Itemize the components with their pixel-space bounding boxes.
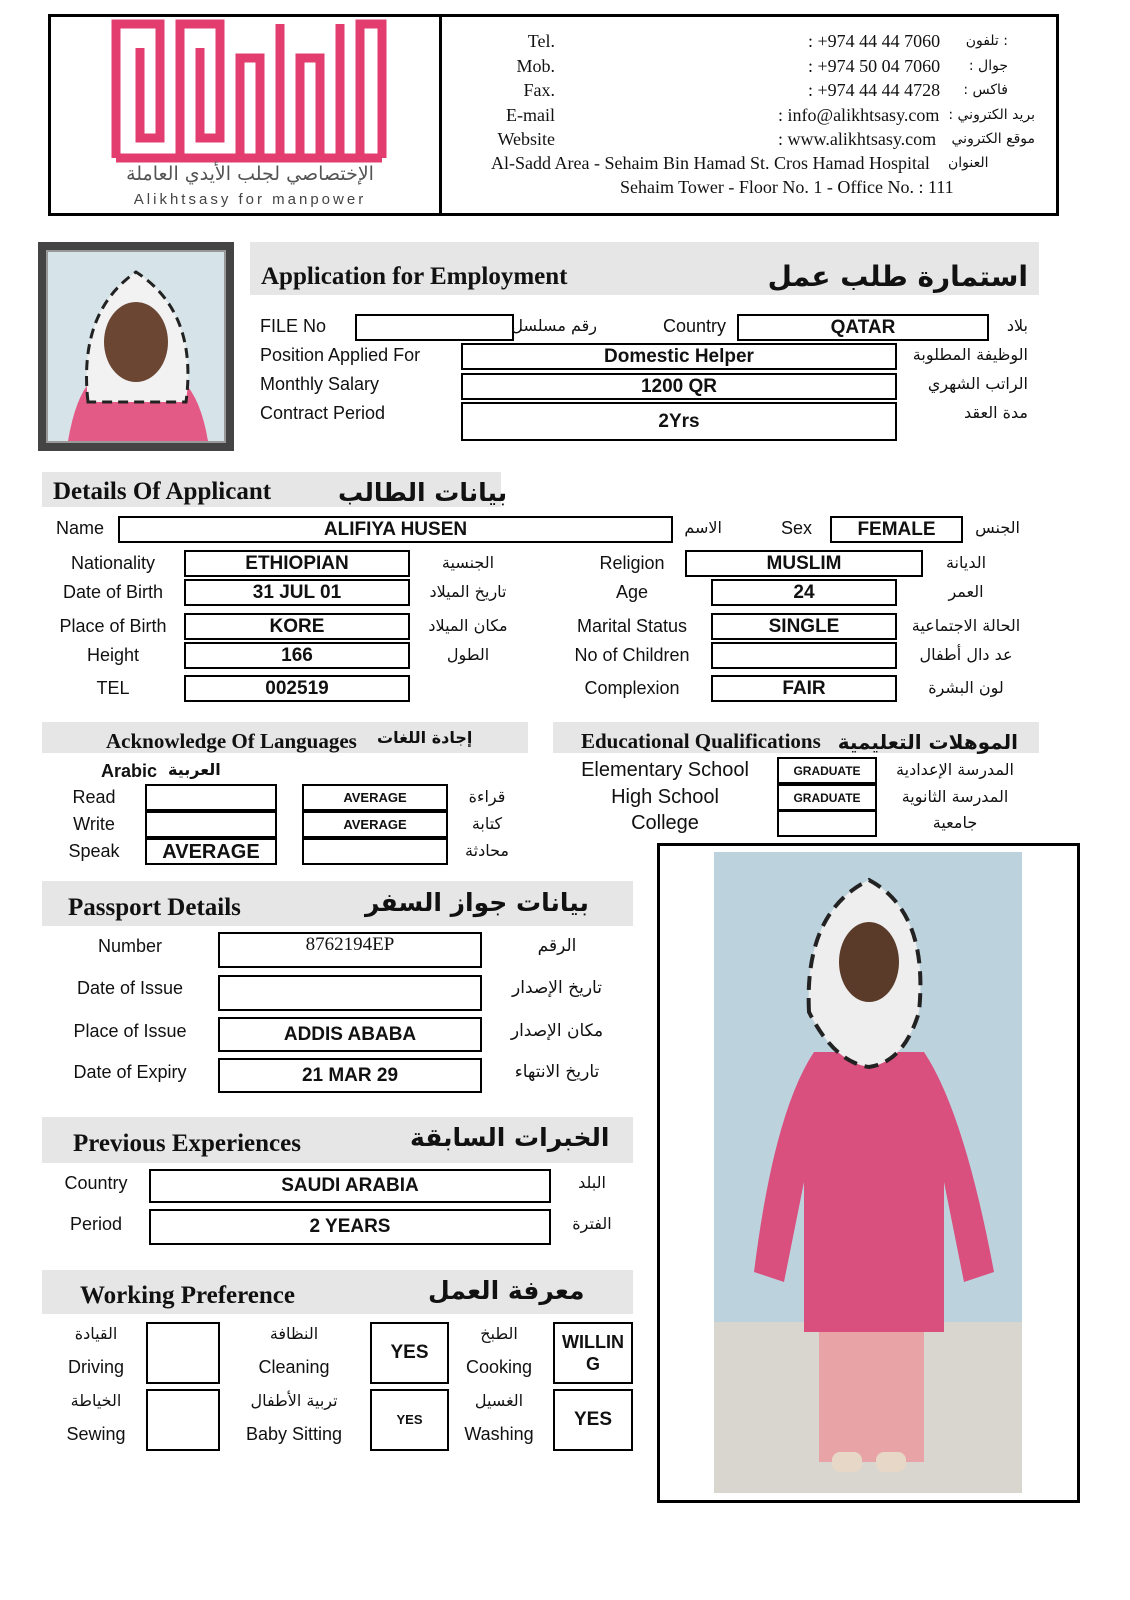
contact-label: Website xyxy=(497,129,555,149)
file-no-label-ar: رقم مسلسل xyxy=(511,316,597,335)
language-skill-label-ar: قراءة xyxy=(468,787,506,806)
contact-label: Mob. xyxy=(516,56,555,76)
language-skill-field-1[interactable] xyxy=(145,811,277,838)
contact-label: Fax. xyxy=(523,80,555,100)
passport-label-ar: تاريخ الانتهاء xyxy=(514,1062,600,1082)
preference-label-ar: النظافة xyxy=(269,1324,319,1343)
preference-label: Cleaning xyxy=(258,1357,330,1377)
height-label-ar: الطول xyxy=(446,645,490,664)
height-label: Height xyxy=(86,645,140,665)
language-skill-field-1[interactable]: AVERAGE xyxy=(145,838,277,865)
complexion-field[interactable]: FAIR xyxy=(711,675,897,702)
marital-label: Marital Status xyxy=(576,616,688,636)
contact-label: Tel. xyxy=(527,31,555,51)
dob-field[interactable]: 31 JUL 01 xyxy=(184,579,410,606)
sex-label: Sex xyxy=(781,518,813,538)
children-label-ar: عد دال أطفال xyxy=(919,645,1013,664)
experience-section-title: Previous Experiences xyxy=(73,1130,301,1157)
salary-label-ar: الراتب الشهري xyxy=(927,374,1028,393)
language-skill-field-1[interactable] xyxy=(145,784,277,811)
education-field[interactable]: GRADUATE xyxy=(777,784,877,811)
experience-section-title-ar: الخبرات السابقة xyxy=(410,1123,610,1152)
country-field[interactable]: QATAR xyxy=(737,314,989,341)
language-skill-label-ar: محادثة xyxy=(465,841,509,860)
religion-label: Religion xyxy=(599,553,665,573)
preference-label-ar: الطبخ xyxy=(480,1324,518,1343)
contract-field[interactable]: 2Yrs xyxy=(461,402,897,441)
country-label: Country xyxy=(663,316,727,336)
experience-country-field[interactable]: SAUDI ARABIA xyxy=(149,1169,551,1203)
language-name: Arabic xyxy=(101,761,158,781)
language-skill-label: Write xyxy=(73,814,115,834)
preference-field[interactable]: YES xyxy=(370,1389,449,1451)
contact-value: : +974 50 04 7060 xyxy=(808,56,941,76)
address-label-ar: العنوان xyxy=(948,155,989,171)
country-label-ar: بلاد xyxy=(1006,316,1028,335)
applicant-full-photo xyxy=(714,852,1022,1493)
language-skill-field-2[interactable]: AVERAGE xyxy=(302,784,448,811)
application-title-ar: استمارة طلب عمل xyxy=(767,260,1028,293)
complexion-label-ar: لون البشرة xyxy=(928,678,1004,697)
passport-field[interactable]: ADDIS ABABA xyxy=(218,1017,482,1052)
tel-field[interactable]: 002519 xyxy=(184,675,410,702)
contact-label-ar: تلفون : xyxy=(965,33,1008,49)
education-field[interactable]: GRADUATE xyxy=(777,757,877,784)
contact-label-ar: : جوال xyxy=(968,58,1008,74)
application-title: Application for Employment xyxy=(261,263,568,290)
file-no-label: FILE No xyxy=(260,316,327,336)
applicant-section-title-ar: بيانات الطالب xyxy=(338,478,508,507)
preference-label: Cooking xyxy=(465,1357,533,1377)
tel-label: TEL xyxy=(96,678,130,698)
preference-label-ar: القيادة xyxy=(74,1324,118,1343)
contact-label: E-mail xyxy=(506,105,555,125)
experience-period-label-ar: الفترة xyxy=(572,1214,612,1233)
contact-value: : info@alikhtsasy.com xyxy=(778,105,940,125)
marital-field[interactable]: SINGLE xyxy=(711,613,897,640)
education-label-ar: جامعية xyxy=(932,813,978,832)
pob-label-ar: مكان الميلاد xyxy=(428,616,508,635)
contact-value: : www.alikhtsasy.com xyxy=(778,129,937,149)
name-field[interactable]: ALIFIYA HUSEN xyxy=(118,516,673,543)
position-label: Position Applied For xyxy=(260,345,421,365)
preference-field[interactable]: YES xyxy=(553,1389,633,1451)
passport-label: Number xyxy=(97,936,163,956)
complexion-label: Complexion xyxy=(584,678,680,698)
education-label-ar: المدرسة الإعدادية xyxy=(896,760,1014,779)
contact-value: : +974 44 44 7060 xyxy=(808,31,941,51)
experience-period-label: Period xyxy=(69,1214,123,1234)
preference-label-ar: الخياطة xyxy=(70,1391,122,1410)
passport-field[interactable]: 21 MAR 29 xyxy=(218,1058,482,1093)
company-name-ar: الإختصاصي لجلب الأيدي العاملة xyxy=(126,163,374,185)
preference-label: Washing xyxy=(464,1424,534,1444)
education-section-title-ar: الموهلات التعليمية xyxy=(837,730,1018,754)
nationality-label-ar: الجنسية xyxy=(441,553,495,572)
preference-section-title: Working Preference xyxy=(80,1282,295,1309)
contract-label-ar: مدة العقد xyxy=(964,403,1028,422)
experience-country-label: Country xyxy=(64,1173,128,1193)
education-label: Elementary School xyxy=(581,759,749,781)
contact-label-ar: : بريد الكتروني xyxy=(948,107,1035,123)
language-skill-label-ar: كتابة xyxy=(471,814,503,833)
children-label: No of Children xyxy=(574,645,690,665)
height-field[interactable]: 166 xyxy=(184,642,410,669)
salary-field[interactable]: 1200 QR xyxy=(461,373,897,400)
preference-label-ar: الغسيل xyxy=(474,1391,524,1410)
passport-label-ar: مكان الإصدار xyxy=(510,1021,604,1041)
passport-section-title: Passport Details xyxy=(68,894,241,921)
company-name-en: Alikhtsasy for manpower xyxy=(133,191,367,208)
address-line-2: Sehaim Tower - Floor No. 1 - Office No. : 111 xyxy=(620,177,954,197)
dob-label: Date of Birth xyxy=(62,582,164,602)
sex-field[interactable]: FEMALE xyxy=(830,516,963,543)
dob-label-ar: تاريخ الميلاد xyxy=(429,582,507,601)
name-label-ar: الاسم xyxy=(684,518,722,537)
position-label-ar: الوظيفة المطلوبة xyxy=(912,345,1028,364)
marital-label-ar: الحالة الاجتماعية xyxy=(911,616,1021,635)
age-field[interactable]: 24 xyxy=(711,579,897,606)
nationality-field[interactable]: ETHIOPIAN xyxy=(184,550,410,577)
preference-label-ar: تربية الأطفال xyxy=(250,1391,338,1410)
age-label-ar: العمر xyxy=(948,582,984,601)
preference-section-title-ar: معرفة العمل xyxy=(428,1276,585,1305)
passport-label: Date of Expiry xyxy=(73,1062,187,1082)
preference-label: Driving xyxy=(67,1357,124,1377)
language-name-ar: العربية xyxy=(168,760,221,779)
contact-value: : +974 44 44 4728 xyxy=(808,80,941,100)
religion-label-ar: الديانة xyxy=(945,553,987,572)
contact-label-ar: موقع الكتروني xyxy=(951,131,1035,147)
language-skill-field-2[interactable]: AVERAGE xyxy=(302,811,448,838)
applicant-portrait-frame xyxy=(38,242,234,451)
passport-label: Date of Issue xyxy=(76,978,184,998)
sex-label-ar: الجنس xyxy=(975,518,1020,537)
applicant-section-title: Details Of Applicant xyxy=(53,478,272,505)
education-section-title: Educational Qualifications xyxy=(581,729,821,753)
experience-period-field[interactable]: 2 YEARS xyxy=(149,1209,551,1245)
contact-label-ar: : فاكس xyxy=(963,82,1008,98)
nationality-label: Nationality xyxy=(70,553,156,573)
education-label-ar: المدرسة الثانوية xyxy=(901,787,1009,806)
salary-label: Monthly Salary xyxy=(260,374,380,394)
education-label: High School xyxy=(611,786,719,808)
language-skill-label: Read xyxy=(72,787,116,807)
preference-label: Baby Sitting xyxy=(245,1424,343,1444)
preference-field[interactable]: WILLIN G xyxy=(553,1322,633,1384)
name-label: Name xyxy=(56,518,105,538)
preference-field[interactable]: YES xyxy=(370,1322,449,1384)
applicant-portrait xyxy=(46,250,226,443)
languages-section-title-ar: إجادة اللغات xyxy=(377,728,473,747)
pob-label: Place of Birth xyxy=(59,616,167,636)
experience-country-label-ar: البلد xyxy=(578,1173,606,1192)
passport-label-ar: تاريخ الإصدار xyxy=(512,978,602,998)
address-line-1: Al-Sadd Area - Sehaim Bin Hamad St. Cros Hamad Hospital xyxy=(491,153,930,173)
age-label: Age xyxy=(615,582,649,602)
contract-label: Contract Period xyxy=(260,403,386,423)
passport-section-title-ar: بيانات جواز السفر xyxy=(365,888,589,917)
passport-field[interactable]: 8762194EP xyxy=(218,932,482,968)
education-label: College xyxy=(631,812,699,834)
passport-label: Place of Issue xyxy=(73,1021,187,1041)
preference-label: Sewing xyxy=(66,1424,126,1444)
passport-label-ar: الرقم xyxy=(537,936,577,956)
languages-section-title: Acknowledge Of Languages xyxy=(106,729,357,753)
pob-field[interactable]: KORE xyxy=(184,613,410,640)
language-skill-label: Speak xyxy=(68,841,120,861)
position-field[interactable]: Domestic Helper xyxy=(461,343,897,370)
religion-field[interactable]: MUSLIM xyxy=(685,550,923,577)
